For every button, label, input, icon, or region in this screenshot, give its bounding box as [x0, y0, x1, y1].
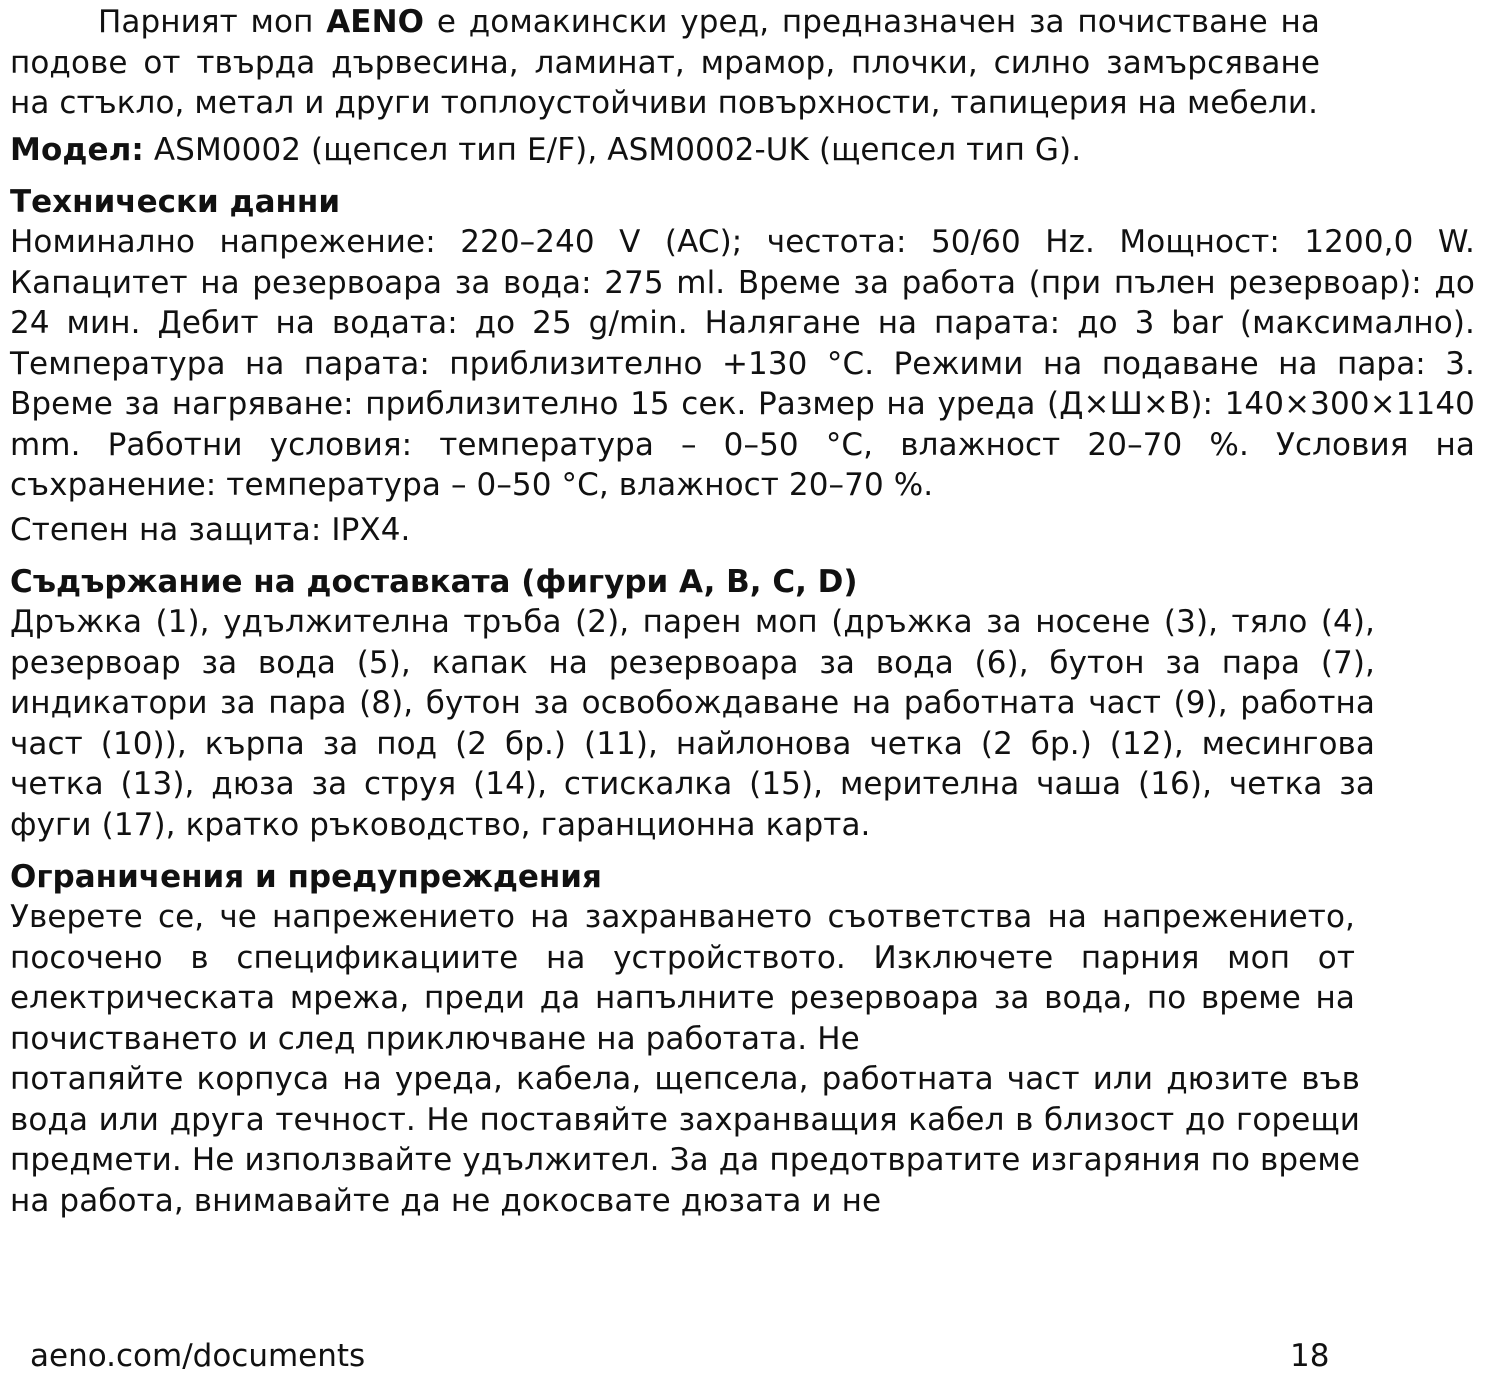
delivery-heading: Съдържание на доставката (фигури A, B, C, D) — [10, 564, 858, 600]
intro-text-start: Парният моп — [98, 4, 327, 40]
model-value: ASM0002 (щепсел тип E/F), ASM0002-UK (щепсел тип G). — [143, 131, 1082, 168]
page-number: 18 — [1290, 1338, 1330, 1374]
delivery-paragraph: Дръжка (1), удължителна тръба (2), парен моп (дръжка за носене (3), тяло (4), резервоар за вода (5), капак на резервоара за вода (6), бутон за пара (7), индикатори за пара (8), бутон за освобождаване на работната част (9), работна част (10)), кърпа за под (2 бр.) (11), найлонова четка (2 бр.) (12), месингова четка (13), дюза за струя (14), стискалка (15), мерителна чаша (16), четка за фуги (17), кратко ръководство, гаранционна карта. — [10, 604, 1375, 843]
warnings-paragraph-2: потапяйте корпуса на уреда, кабела, щепсела, работната част или дюзите във вода или друга течност. Не поставяйте захранващия кабел в близост до горещи предмети. Не използвайте удължител. За да предотвратите изгаряния по време на работа, внимавайте да не докосвате дюзата и не — [10, 1061, 1360, 1219]
warnings-heading: Ограничения и предупреждения — [10, 859, 602, 895]
model-label: Модел: — [10, 131, 144, 168]
tech-heading: Технически данни — [10, 184, 341, 220]
model-line — [10, 130, 1480, 171]
protection-line: Степен на защита: IPX4. — [10, 511, 411, 548]
footer-url[interactable]: aeno.com/documents — [30, 1338, 366, 1374]
document-page — [10, 2, 1480, 1221]
warnings-paragraph-1: Уверете се, че напрежението на захранването съответства на напрежението, посочено в спецификациите на устройството. Изключете парния моп от електрическата мрежа, преди да напълните резервоара за вода, по време на почистването и след приключване на работата. Не — [10, 899, 1355, 1057]
tech-paragraph: Номинално напрежение: 220–240 V (AC); честота: 50/60 Hz. Мощност: 1200,0 W. Капацитет на резервоара за вода: 275 ml. Време за работа (при пълен резервоар): до 24 мин. Дебит на водата: до 25 g/min. Налягане на парата: до 3 bar (максимално). Температура на парата: приблизително +130 °C. Режими на подаване на пара: 3. Време за нагряване: приблизително 15 сек. Размер на уреда (Д×Ш×В): 140×300×1140 mm. Работни условия: температура – 0–50 °C, влажност 20–70 %. Условия на съхранение: температура – 0–50 °C, влажност 20–70 %. — [10, 224, 1475, 503]
intro-text-end: е домакински уред, предназначен за почистване на подове от твърда дървесина, ламинат, мрамор, плочки, силно замърсяване на стъкло, метал и други топлоустойчиви повърхности, тапицерия на мебели. — [10, 4, 1320, 121]
brand-name: AENO — [326, 4, 425, 40]
intro-paragraph — [10, 2, 1320, 124]
